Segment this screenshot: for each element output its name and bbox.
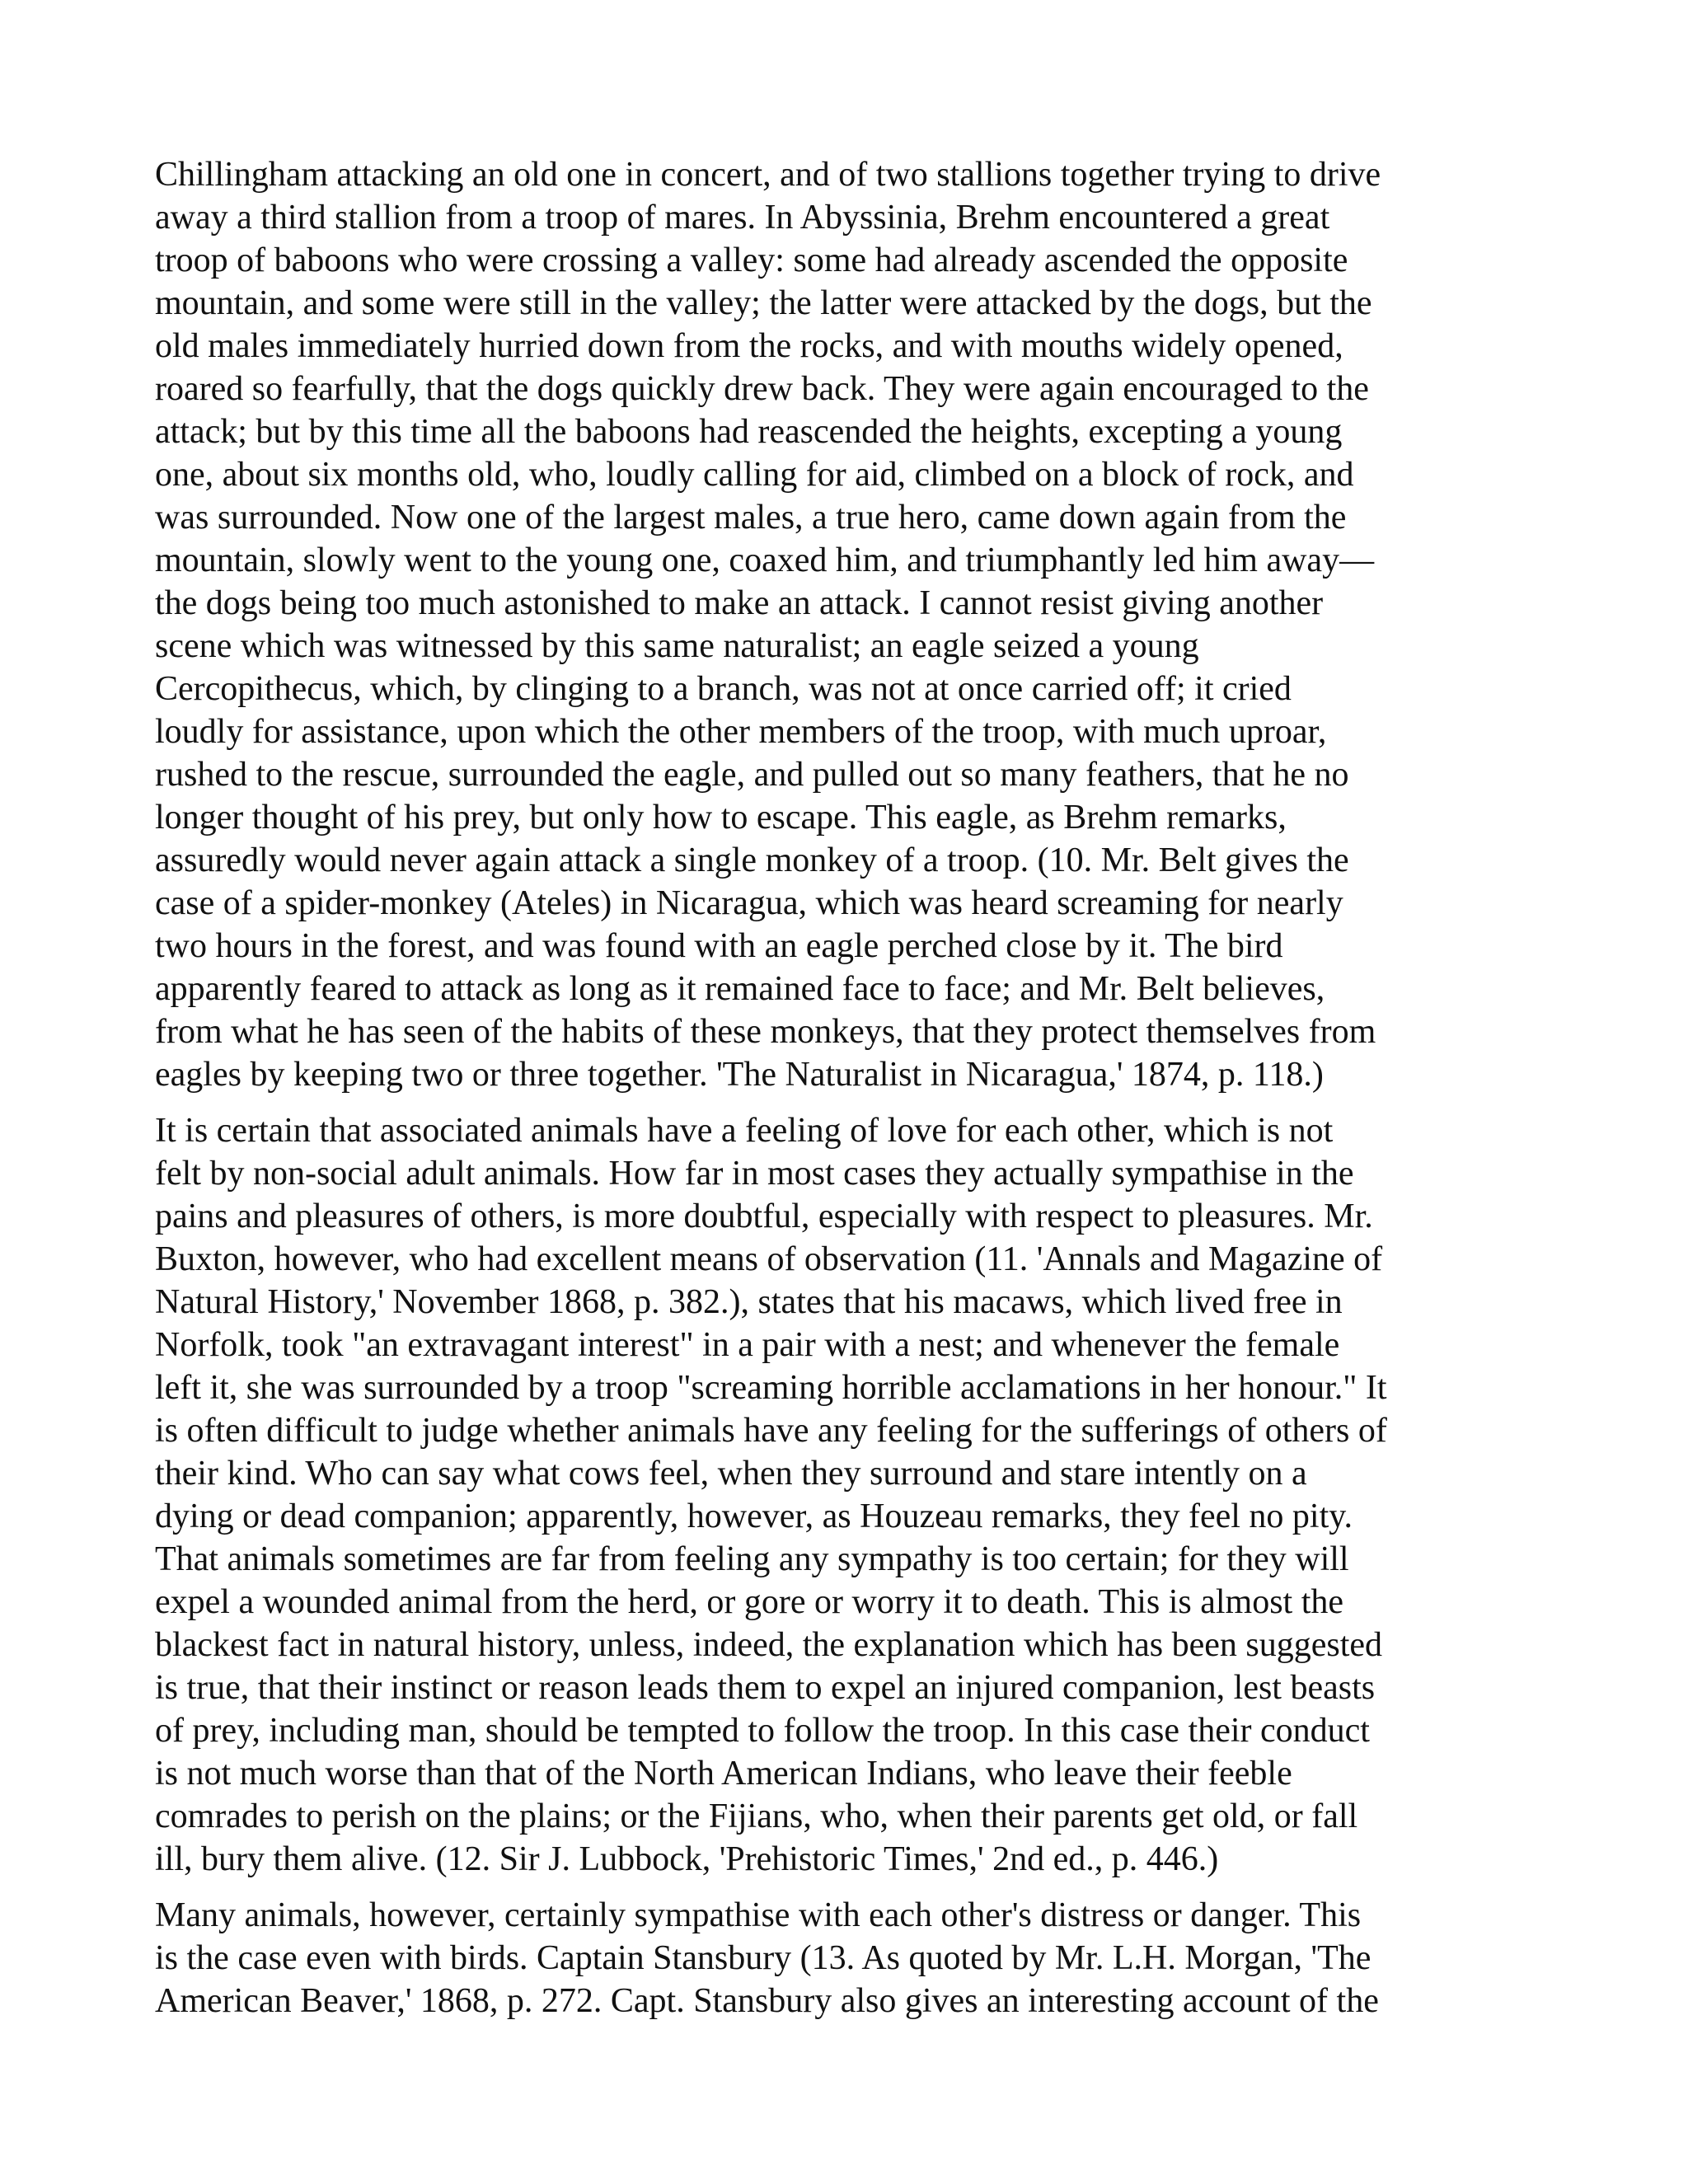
- text-line: Natural History,' November 1868, p. 382.), states that his macaws, which lived free in: [155, 1283, 1343, 1321]
- paragraph-3: [155, 1894, 1533, 2022]
- text-line: mountain, slowly went to the young one, coaxed him, and triumphantly led him away—: [155, 541, 1375, 579]
- text-line: their kind. Who can say what cows feel, when they surround and stare intently on a: [155, 1455, 1307, 1493]
- text-line: That animals sometimes are far from feeling any sympathy is too certain; for they will: [155, 1540, 1349, 1578]
- text-line: from what he has seen of the habits of these monkeys, that they protect themselves from: [155, 1013, 1376, 1051]
- text-line: ill, bury them alive. (12. Sir J. Lubbock, 'Prehistoric Times,' 2nd ed., p. 446.): [155, 1840, 1219, 1878]
- text-line: old males immediately hurried down from the rocks, and with mouths widely opened,: [155, 327, 1343, 365]
- text-line: felt by non-social adult animals. How far in most cases they actually sympathise in the: [155, 1155, 1354, 1193]
- text-line: dying or dead companion; apparently, however, as Houzeau remarks, they feel no pity.: [155, 1497, 1353, 1535]
- text-line: eagles by keeping two or three together. 'The Naturalist in Nicaragua,' 1874, p. 118.): [155, 1056, 1324, 1094]
- text-line: pains and pleasures of others, is more doubtful, especially with respect to pleasures. Mr.: [155, 1197, 1373, 1235]
- text-line: attack; but by this time all the baboons had reascended the heights, excepting a young: [155, 413, 1343, 451]
- text-line: comrades to perish on the plains; or the Fijians, who, when their parents get old, or fall: [155, 1797, 1358, 1835]
- text-line: case of a spider-monkey (Ateles) in Nicaragua, which was heard screaming for nearly: [155, 884, 1343, 922]
- text-line: longer thought of his prey, but only how to escape. This eagle, as Brehm remarks,: [155, 799, 1287, 837]
- text-line: troop of baboons who were crossing a valley: some had already ascended the opposite: [155, 241, 1348, 279]
- text-line: blackest fact in natural history, unless, indeed, the explanation which has been suggested: [155, 1626, 1383, 1664]
- text-line: rushed to the rescue, surrounded the eagle, and pulled out so many feathers, that he no: [155, 756, 1349, 794]
- text-line: roared so fearfully, that the dogs quickly drew back. They were again encouraged to the: [155, 370, 1369, 408]
- text-line: assuredly would never again attack a single monkey of a troop. (10. Mr. Belt gives the: [155, 841, 1349, 879]
- text-line: It is certain that associated animals have a feeling of love for each other, which is not: [155, 1112, 1334, 1150]
- text-line: Chillingham attacking an old one in concert, and of two stallions together trying to drive: [155, 156, 1381, 194]
- text-line: one, about six months old, who, loudly calling for aid, climbed on a block of rock, and: [155, 456, 1354, 494]
- text-line: away a third stallion from a troop of mares. In Abyssinia, Brehm encountered a great: [155, 199, 1330, 237]
- text-line: is not much worse than that of the North American Indians, who leave their feeble: [155, 1755, 1292, 1793]
- text-line: left it, she was surrounded by a troop "screaming horrible acclamations in her honour." It: [155, 1369, 1387, 1407]
- text-line: Norfolk, took "an extravagant interest" in a pair with a nest; and whenever the female: [155, 1326, 1340, 1364]
- text-line: is the case even with birds. Captain Stansbury (13. As quoted by Mr. L.H. Morgan, 'The: [155, 1939, 1372, 1977]
- text-line: apparently feared to attack as long as it remained face to face; and Mr. Belt believes,: [155, 970, 1325, 1008]
- paragraph-2: [155, 1109, 1533, 1881]
- text-line: expel a wounded animal from the herd, or gore or worry it to death. This is almost the: [155, 1583, 1344, 1621]
- paragraph-1: [155, 153, 1533, 1096]
- text-line: mountain, and some were still in the valley; the latter were attacked by the dogs, but the: [155, 284, 1372, 322]
- text-line: is often difficult to judge whether animals have any feeling for the sufferings of others of: [155, 1412, 1387, 1450]
- text-line: is true, that their instinct or reason leads them to expel an injured companion, lest beasts: [155, 1669, 1376, 1707]
- text-line: loudly for assistance, upon which the other members of the troop, with much uproar,: [155, 713, 1327, 751]
- text-line: was surrounded. Now one of the largest males, a true hero, came down again from the: [155, 499, 1347, 537]
- document-page: [155, 153, 1533, 2036]
- text-line: Many animals, however, certainly sympathise with each other's distress or danger. This: [155, 1896, 1362, 1934]
- text-line: the dogs being too much astonished to make an attack. I cannot resist giving another: [155, 584, 1324, 622]
- text-line: of prey, including man, should be tempted to follow the troop. In this case their conduct: [155, 1712, 1370, 1750]
- text-line: Cercopithecus, which, by clinging to a branch, was not at once carried off; it cried: [155, 670, 1292, 708]
- text-line: two hours in the forest, and was found with an eagle perched close by it. The bird: [155, 927, 1283, 965]
- text-line: scene which was witnessed by this same naturalist; an eagle seized a young: [155, 627, 1199, 665]
- text-line: American Beaver,' 1868, p. 272. Capt. Stansbury also gives an interesting account of the: [155, 1982, 1379, 2020]
- text-line: Buxton, however, who had excellent means of observation (11. 'Annals and Magazine of: [155, 1240, 1383, 1278]
